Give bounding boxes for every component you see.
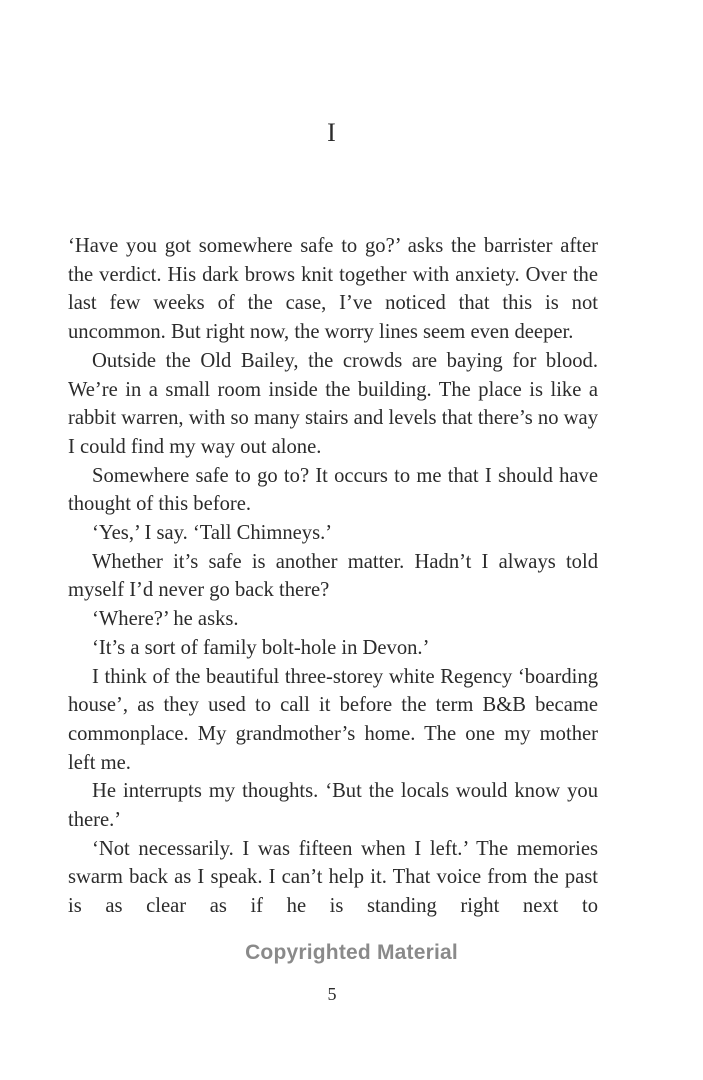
body-text (68, 232, 598, 921)
paragraph: ‘Yes,’ I say. ‘Tall Chimneys.’ (92, 522, 333, 545)
paragraph: ‘It’s a sort of family bolt-hole in Devon.’ (92, 636, 430, 659)
paragraph: I think of the beautiful three-storey white Regency ‘boarding house’, as they used to call it before the term B&B became commonplace. My grandmother’s home. The one my mother left me. (68, 665, 598, 774)
paragraph: ‘Not necessarily. I was fifteen when I left.’ The memories swarm back as I speak. I can’t help it. That voice from the past is as clear as if he is standing right next to (68, 837, 598, 918)
paragraph: Outside the Old Bailey, the crowds are baying for blood. We’re in a small room inside the building. The place is like a rabbit warren, with so many stairs and levels that there’s no way I could find my way out alone. (68, 349, 598, 458)
paragraph: Whether it’s safe is another matter. Hadn’t I always told myself I’d never go back there? (68, 550, 598, 602)
paragraph: ‘Have you got somewhere safe to go?’ asks the barrister after the verdict. His dark brows knit together with anxiety. Over the last few weeks of the case, I’ve noticed that this is not uncommon. But right now, the worry lines seem even deeper. (68, 235, 598, 344)
paragraph: ‘Where?’ he asks. (92, 608, 239, 631)
page-number: 5 (327, 984, 337, 1004)
copyright-watermark: Copyrighted Material (245, 941, 458, 964)
chapter-number: I (327, 118, 337, 147)
paragraph: He interrupts my thoughts. ‘But the locals would know you there.’ (68, 780, 598, 832)
paragraph: Somewhere safe to go to? It occurs to me that I should have thought of this before. (68, 464, 598, 516)
